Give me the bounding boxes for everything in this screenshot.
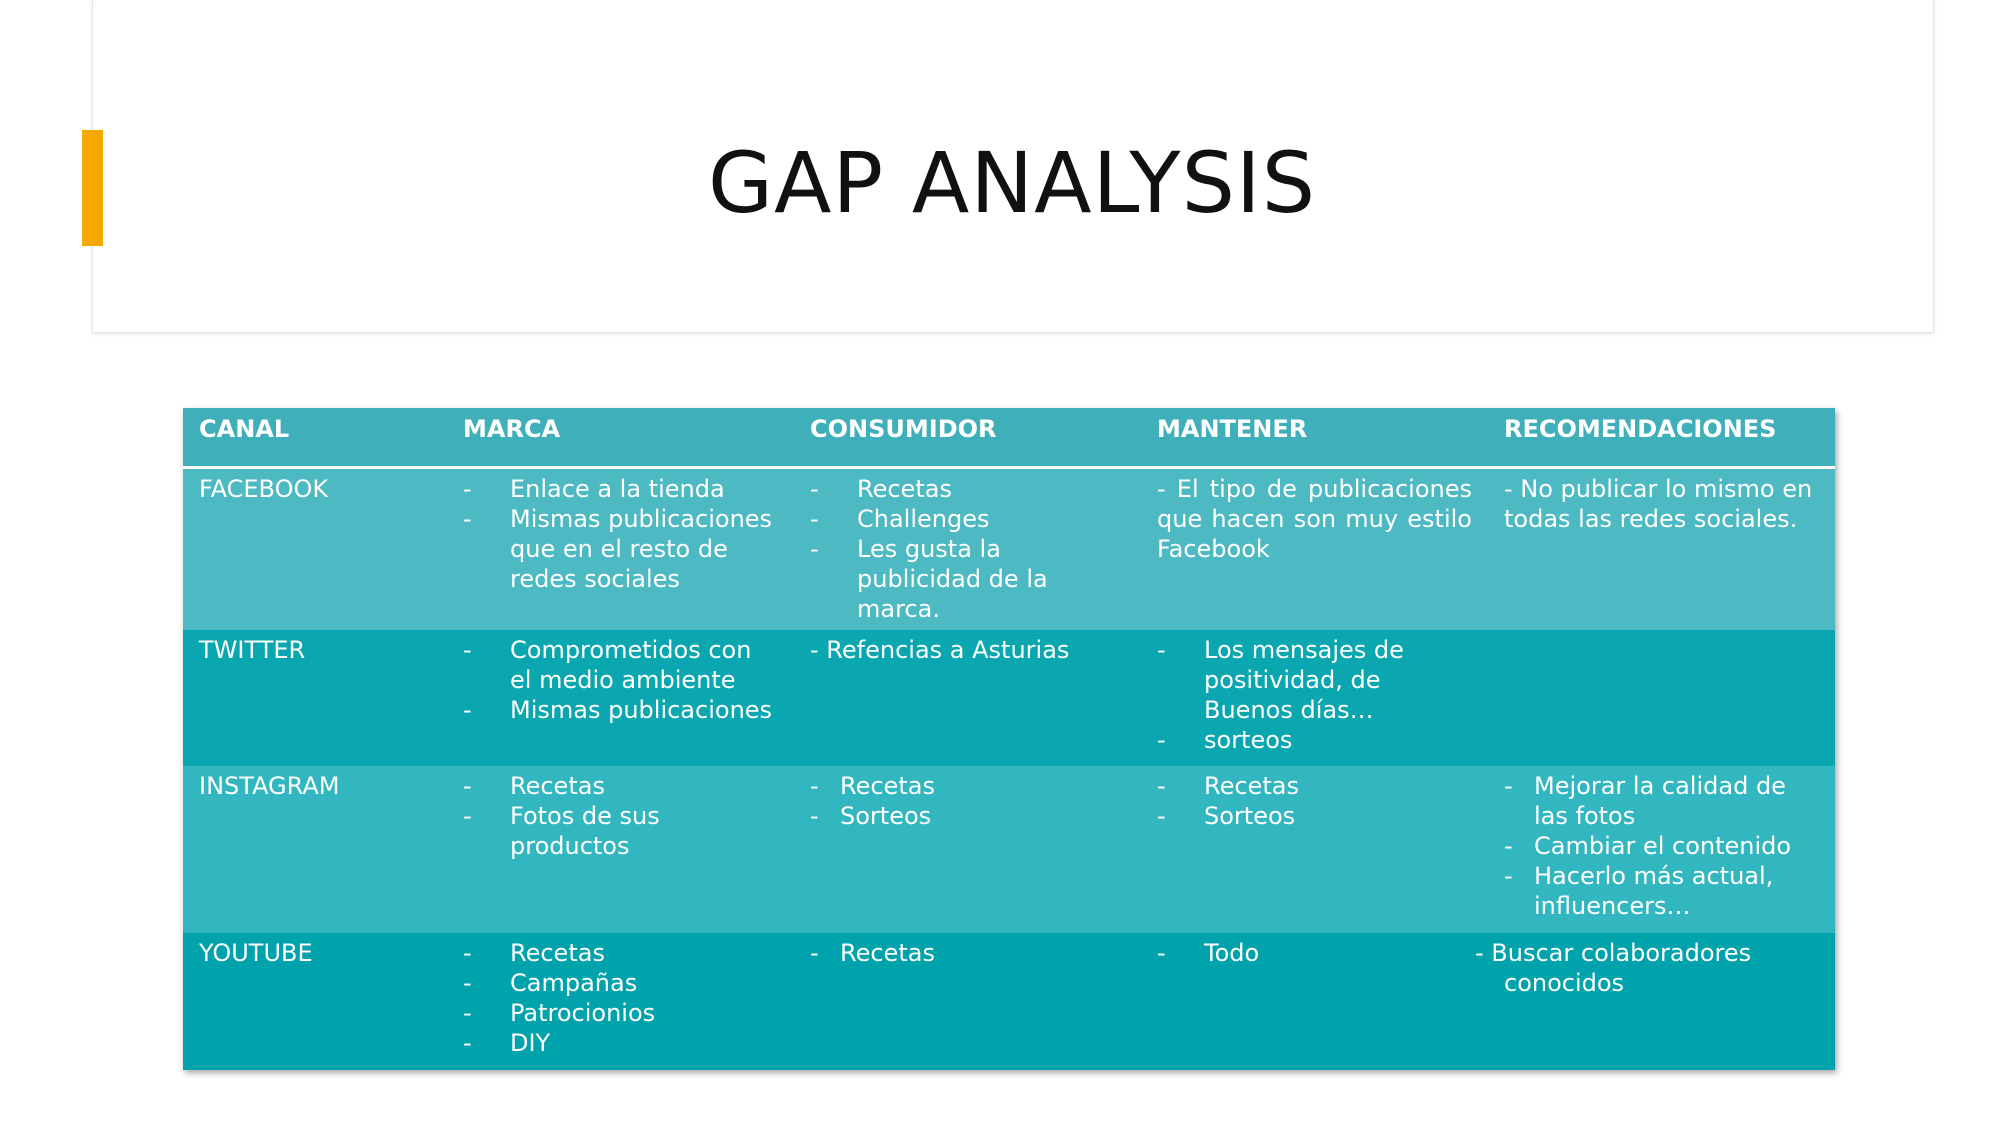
list — [1157, 938, 1472, 968]
list-item: - Todo — [1157, 938, 1472, 968]
list-item: - Recetas — [463, 938, 778, 968]
cell-consumidor: - Refencias a Asturias — [794, 630, 1141, 766]
list — [1504, 771, 1819, 921]
list-item: - Recetas — [463, 771, 778, 801]
cell-consumidor — [794, 468, 1141, 631]
list-item: - Recetas — [810, 771, 1125, 801]
slide-title: GAP ANALYSIS — [707, 134, 1317, 232]
gap-analysis-table-container — [183, 408, 1835, 1070]
list-item: - Los mensajes de positividad, de Buenos días… — [1157, 635, 1472, 725]
table-row-instagram — [183, 766, 1835, 933]
table-header-row — [183, 408, 1835, 468]
list-item: - Hacerlo más actual, influencers… — [1504, 861, 1819, 921]
list-item: - Patrocionios — [463, 998, 778, 1028]
list-item: - sorteos — [1157, 725, 1472, 755]
list — [810, 938, 1125, 968]
list-item: - Enlace a la tienda — [463, 474, 778, 504]
table-row-twitter — [183, 630, 1835, 766]
cell-consumidor — [794, 766, 1141, 933]
table-row-facebook — [183, 468, 1835, 631]
cell-marca — [447, 766, 794, 933]
cell-canal: TWITTER — [183, 630, 447, 766]
list — [1157, 635, 1472, 755]
cell-marca — [447, 468, 794, 631]
cell-recomendaciones — [1488, 630, 1835, 766]
list-item: - Fotos de sus productos — [463, 801, 778, 861]
list — [463, 938, 778, 1058]
cell-marca — [447, 933, 794, 1070]
list-item: - Mismas publicaciones — [463, 695, 778, 725]
list — [810, 771, 1125, 831]
header-marca: MARCA — [447, 408, 794, 468]
cell-marca — [447, 630, 794, 766]
list-item: - Campañas — [463, 968, 778, 998]
cell-consumidor — [794, 933, 1141, 1070]
header-mantener: MANTENER — [1141, 408, 1488, 468]
cell-mantener — [1141, 630, 1488, 766]
header-recomendaciones: RECOMENDACIONES — [1488, 408, 1835, 468]
cell-mantener: - El tipo de publicaciones que hacen son muy estilo Facebook — [1141, 468, 1488, 631]
list — [463, 635, 778, 725]
cell-mantener — [1141, 933, 1488, 1070]
cell-canal: YOUTUBE — [183, 933, 447, 1070]
list — [1157, 771, 1472, 831]
list — [463, 771, 778, 861]
cell-canal: FACEBOOK — [183, 468, 447, 631]
list-item: - Comprometidos con el medio ambiente — [463, 635, 778, 695]
list — [463, 474, 778, 594]
cell-mantener — [1141, 766, 1488, 933]
table-row-youtube — [183, 933, 1835, 1070]
list-item: - Les gusta la publicidad de la marca. — [810, 534, 1125, 624]
list-item: - Challenges — [810, 504, 1125, 534]
list-item: - Recetas — [810, 474, 1125, 504]
list-item: - Recetas — [1157, 771, 1472, 801]
list-item: - Sorteos — [810, 801, 1125, 831]
list-item: - Sorteos — [1157, 801, 1472, 831]
list-item: - Cambiar el contenido — [1504, 831, 1819, 861]
header-consumidor: CONSUMIDOR — [794, 408, 1141, 468]
list-item: - Mejorar la calidad de las fotos — [1504, 771, 1819, 831]
cell-recomendaciones — [1488, 766, 1835, 933]
list-item: - Mismas publicaciones que en el resto de redes sociales — [463, 504, 778, 594]
cell-canal: INSTAGRAM — [183, 766, 447, 933]
cell-recomendaciones: - Buscar colaboradores conocidos — [1488, 933, 1835, 1070]
cell-recomendaciones: - No publicar lo mismo en todas las redes sociales. — [1488, 468, 1835, 631]
list-item: - DIY — [463, 1028, 778, 1058]
list-item: - Recetas — [810, 938, 1125, 968]
list — [810, 474, 1125, 624]
gap-analysis-table — [183, 408, 1835, 1070]
header-canal: CANAL — [183, 408, 447, 468]
